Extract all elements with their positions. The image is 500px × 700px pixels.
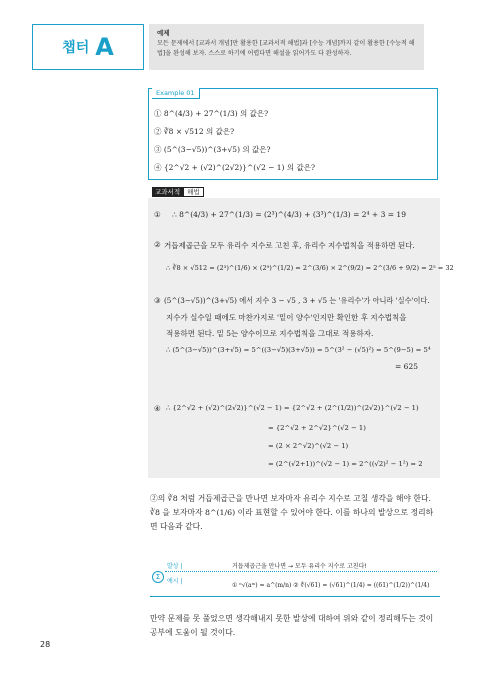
solution-step-3-text-b: 지수가 실수일 때에도 마찬가지로 '밑이 양수'인지만 확인한 후 지수법칙을: [166, 313, 407, 322]
solution-step-4-num: ④: [154, 404, 161, 413]
example-item-num: ③: [154, 145, 162, 154]
memo-divider: [165, 571, 437, 572]
example-item-expr: {2^√2 + (√2)^(2√2)}^(√2 − 1): [163, 163, 285, 172]
example-item-2: [154, 126, 234, 137]
chapter-letter: A: [95, 33, 114, 61]
body-paragraph-2: 만약 문제를 못 풀었으면 생각해내지 못한 발상에 대하여 위와 같이 정리해두는 것이 공부에 도움이 될 것이다.: [150, 614, 434, 637]
solution-step-4-eq-1: ∴ {2^√2 + (√2)^(2√2)}^(√2 − 1) = {2^√2 + (2^(1/2))^(2√2)}^(√2 − 1): [166, 404, 419, 412]
header-label: 예제: [157, 29, 170, 37]
chapter-box: [32, 24, 144, 70]
header-text: 모든 문제에서 [교과서 개념]만 활용한 [교과서적 해법]과 [수능 개념]까지 같이 활용한 [수능적 해법]을 완성해 보자. 스스로 하기에 어렵다면 해설을 읽어가도 다 완성하자.: [157, 40, 415, 57]
solution-tag-sub: 해법: [183, 187, 204, 197]
example-tag: Example 01: [152, 88, 200, 99]
header-panel: [149, 24, 424, 70]
memo-label-idea: 발상 |: [167, 563, 183, 570]
solution-step-3-eq: ∴ (5^(3−√5))^(3+√5) = 5^((3−√5)(3+√5)) = 5^(3² − (√5)²) = 5^(9−5) = 5⁴: [166, 346, 431, 354]
solution-step-3-result: = 625: [395, 362, 418, 371]
solution-step-4-eq-2: = {2^√2 + 2^√2}^(√2 − 1): [268, 424, 366, 432]
solution-step-3-num: ③: [154, 296, 161, 305]
example-item-num: ②: [154, 127, 162, 136]
solution-step-2-text: 거듭제곱근을 모두 유리수 지수로 고친 후, 유리수 지수법칙을 적용하면 된다.: [164, 241, 415, 250]
example-item-tail: 의 값은?: [203, 127, 235, 136]
example-item-1: [154, 108, 268, 119]
sigma-icon: Σ: [152, 571, 164, 583]
example-item-tail: 의 값은?: [284, 163, 315, 172]
example-item-3: [154, 144, 271, 155]
example-item-num: ④: [154, 163, 162, 172]
solution-step-3-text-a: (5^(3−√5))^(3+√5) 에서 지수 3 − √5 , 3 + √5 는 '유리수'가 아니라 '실수'이다.: [164, 296, 430, 305]
example-item-expr: 8^(4/3) + 27^(1/3): [163, 109, 238, 118]
memo-idea-text: 거듭제곱근을 만나면 → 모두 유리수 지수로 고친다!: [232, 563, 367, 570]
solution-step-4-eq-4: = (2^(√2+1))^(√2 − 1) = 2^((√2)² − 1²) = 2: [268, 460, 423, 468]
solution-step-4-eq-3: = (2 × 2^√2)^(√2 − 1): [268, 442, 349, 450]
example-item-4: [154, 162, 315, 173]
example-item-num: ①: [154, 109, 162, 118]
solution-step-1-num: ①: [154, 210, 161, 219]
example-item-expr: ∛8 × √512: [163, 127, 204, 136]
page-number: 28: [40, 640, 51, 649]
solution-step-1-eq: ∴ 8^(4/3) + 27^(1/3) = (2³)^(4/3) + (3³)^(1/3) = 2⁴ + 3 = 19: [172, 210, 406, 219]
solution-tag: [152, 187, 204, 197]
memo-underline: [150, 596, 440, 597]
solution-step-2-eq: ∴ ∛8 × √512 = (2³)^(1/6) × (2⁹)^(1/2) = 2^(3/6) × 2^(9/2) = 2^(3/6 + 9/2) = 2⁵ = 32: [166, 264, 454, 272]
solution-step-2-num: ②: [154, 240, 161, 249]
body-paragraph-1: ②의 ∛8 처럼 거듭제곱근을 만나면 보자마자 유리수 지수로 고칠 생각을 해야 한다. ∛8 을 보자마자 8^(1/6) 이라 표현할 수 있어야 한다. 이를 하나의 발상으로 정리하면 다음과 같다.: [150, 494, 434, 531]
memo-label-example: 예시 |: [167, 578, 183, 585]
example-item-tail: 의 값은?: [237, 109, 269, 118]
memo-example-text: ① ⁿ√(aᵐ) = a^(m/n) ② ∜(√61) = (√61)^(1/4) = ((61)^(1/2))^(1/4): [232, 582, 430, 589]
example-item-tail: 의 값은?: [240, 145, 271, 154]
example-item-expr: (5^(3−√5))^(3+√5): [163, 145, 241, 154]
chapter-word: 챕터: [62, 40, 90, 56]
solution-step-3-text-c: 적용하면 된다. 밑 5는 양수이므로 지수법칙을 그대로 적용하자.: [166, 329, 374, 338]
solution-tag-main: 교과서적: [152, 187, 183, 197]
